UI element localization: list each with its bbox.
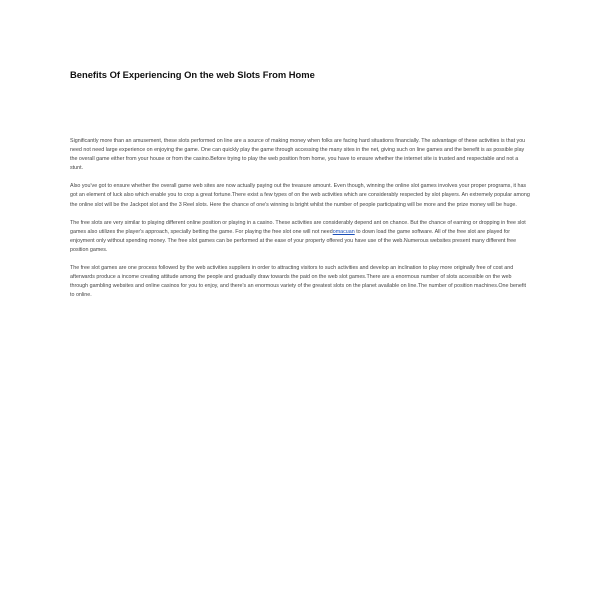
paragraph-4: The free slot games are one process followed by the web activities suppliers in order to attracting visitors to such activities and develop an inclination to play more originally free of cost and afterwards produce a income creating attitude among the people and gradually draw towards the paid on the web slot games.There are a enormous number of slots accessible on the web through gambling websites and online casinos for you to enjoy, and there's an enormous variety of the greatest slots on the planet available on line.The number of position machines.One benefit to online. (70, 265, 527, 299)
paragraph-2: Also you've got to ensure whether the overall game web sites are now actually paying out the treasure amount. Even though, winning the online slot games involves your proper programs, it has got an element of luck also which enable you to crop a great fortune.There exist a few types of on the web activities which are considerably respected by slot players. An extremely popular among the online slot will be the Jackpot slot and the 3 Reel slots. Here the chance of one's winning is bright whilst the number of people participating will be more and the prize money will be huge. (70, 183, 530, 208)
paragraph-3-text-after: to down load the game software. All of the free slot are played for enjoyment only without spending money. The free slot games can be performed at the ease of your property offered you have use of the web.Numerous websites present many different free position games. (70, 228, 517, 253)
article-title: Benefits Of Experiencing On the web Slots From Home (70, 69, 315, 80)
omacuan-link[interactable]: omacuan (332, 228, 355, 235)
paragraph-1: Significantly more than an amusement, these slots performed on line are a source of making money when folks are facing hard situations financially. The advantage of these activities is that you need not need large experience on enjoying the game. One can quickly play the game through accessing the many sites in the net, giving such on line games and the benefit is as possible play the overall game either from your house or from the casino.Before trying to play the web position from home, you have to ensure whether the internet site is trusted and respectable and not a stunt. (70, 138, 526, 172)
article (70, 68, 530, 309)
paragraph-3-text-before: The free slots are very similar to playing different online position or playing in a casino. These activities are considerably depend ant on chance. But the chance of earning or dropping in free slot games also utilizes the player's approach, specially betting the game. For playing the free slot one will not need (70, 219, 526, 235)
article-body (70, 137, 530, 300)
paragraph-3 (70, 219, 530, 255)
